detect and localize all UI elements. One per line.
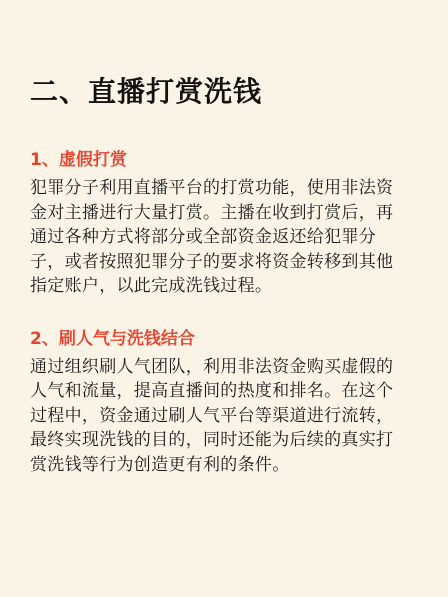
- paragraph-line: 通过各种方式将部分或全部资金返还给犯罪分: [30, 227, 376, 247]
- section-paragraph: [30, 176, 424, 299]
- paragraph-line: 金对主播进行大量打赏。主播在收到打赏后，再: [30, 202, 394, 223]
- paragraph-line: 最终实现洗钱的目的，同时还能为后续的真实打: [30, 430, 394, 450]
- paragraph-line: 过程中，资金通过刷人气平台等渠道进行流转，: [30, 405, 394, 426]
- paragraph-line: 指定账户，以此完成洗钱过程。: [30, 276, 273, 296]
- section-fake-tipping: [30, 148, 424, 299]
- paragraph-line: 犯罪分子利用直播平台的打赏功能，使用非法资: [30, 178, 394, 198]
- section-heading: 1、虚假打赏: [30, 150, 127, 170]
- section-heading: 2、刷人气与洗钱结合: [30, 328, 195, 349]
- paragraph-line: 子，或者按照犯罪分子的要求将资金转移到其他: [30, 251, 394, 272]
- paragraph-line: 赏洗钱等行为创造更有利的条件。: [30, 454, 290, 475]
- section-popularity-laundering: [30, 327, 424, 478]
- paragraph-line: 通过组织刷人气团队，利用非法资金购买虚假的: [30, 356, 394, 377]
- section-paragraph: [30, 355, 424, 478]
- paragraph-line: 人气和流量，提高直播间的热度和排名。在这个: [30, 381, 394, 401]
- page-title: 二、直播打赏洗钱: [30, 75, 263, 108]
